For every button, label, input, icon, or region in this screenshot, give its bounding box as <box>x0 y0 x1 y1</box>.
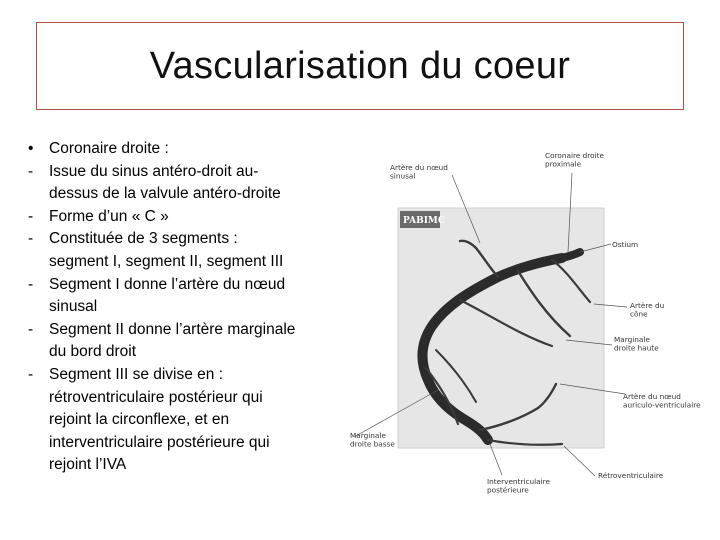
label-av-node-artery: Artère du nœud auriculo-ventriculaire <box>623 392 701 410</box>
bullet-line: rejoint la circonflexe, et en <box>49 411 230 429</box>
bullet-line: dessus de la valvule antéro-droite <box>49 185 281 203</box>
bullet-line: Segment I donne l’artère du nœud <box>49 275 286 293</box>
bullet-line: Forme d’un « C » <box>49 207 169 225</box>
bullet-line: sinusal <box>49 298 98 316</box>
bullet-line: rétroventriculaire postérieur qui <box>49 388 263 406</box>
bullet-marker: - <box>28 365 34 383</box>
bullet-marker: - <box>28 230 34 248</box>
bullet-item <box>28 274 348 319</box>
bullet-marker: - <box>28 162 34 180</box>
bullet-line: du bord droit <box>49 343 137 361</box>
bullet-item <box>28 206 348 229</box>
title-frame <box>36 22 684 110</box>
bullet-marker: - <box>28 275 34 293</box>
coronary-angiogram-figure <box>340 140 710 510</box>
label-sinus-node-artery: Artère du nœud sinusal <box>390 163 448 181</box>
bullet-text <box>49 208 169 225</box>
bullet-item <box>28 161 348 206</box>
bullet-text <box>49 163 281 203</box>
bullet-text <box>49 140 169 157</box>
bullet-item <box>28 319 348 364</box>
bullet-text <box>49 321 295 361</box>
bullet-text <box>49 366 270 473</box>
label-right-coronary-proximal: Coronaire droite proximale <box>545 151 604 169</box>
bullet-item <box>28 364 348 477</box>
bullet-list <box>28 138 348 477</box>
label-low-right-marginal: Marginale droite basse <box>350 431 395 449</box>
bullet-line: rejoint l’IVA <box>49 456 127 474</box>
label-retroventricular: Rétroventriculaire <box>598 471 664 480</box>
bullet-marker: - <box>28 320 34 338</box>
bullet-line: Issue du sinus antéro-droit au- <box>49 162 259 180</box>
bullet-line: Segment III se divise en : <box>49 365 224 383</box>
bullet-marker: - <box>28 207 34 225</box>
label-ostium: Ostium <box>612 240 639 249</box>
label-cone-artery: Artère du cône <box>630 301 665 319</box>
bullet-line: Coronaire droite : <box>49 140 169 157</box>
bullet-item <box>28 228 348 273</box>
bullet-text <box>49 276 285 316</box>
bullet-line: interventriculaire postérieure qui <box>49 433 270 451</box>
logo-text: PABIMC <box>403 216 446 226</box>
bullet-marker: • <box>28 140 34 157</box>
bullet-item <box>28 138 348 161</box>
bullet-line: Segment II donne l’artère marginale <box>49 320 296 338</box>
slide-title: Vascularisation du coeur <box>149 44 571 87</box>
bullet-text <box>49 230 283 270</box>
label-posterior-interventricular: Interventriculaire postérieure <box>487 477 550 495</box>
bullet-line: Constituée de 3 segments : <box>49 230 238 248</box>
bullet-line: segment I, segment II, segment III <box>49 252 284 270</box>
label-high-right-marginal: Marginale droite haute <box>614 335 659 353</box>
angiogram-diagram <box>340 140 710 510</box>
